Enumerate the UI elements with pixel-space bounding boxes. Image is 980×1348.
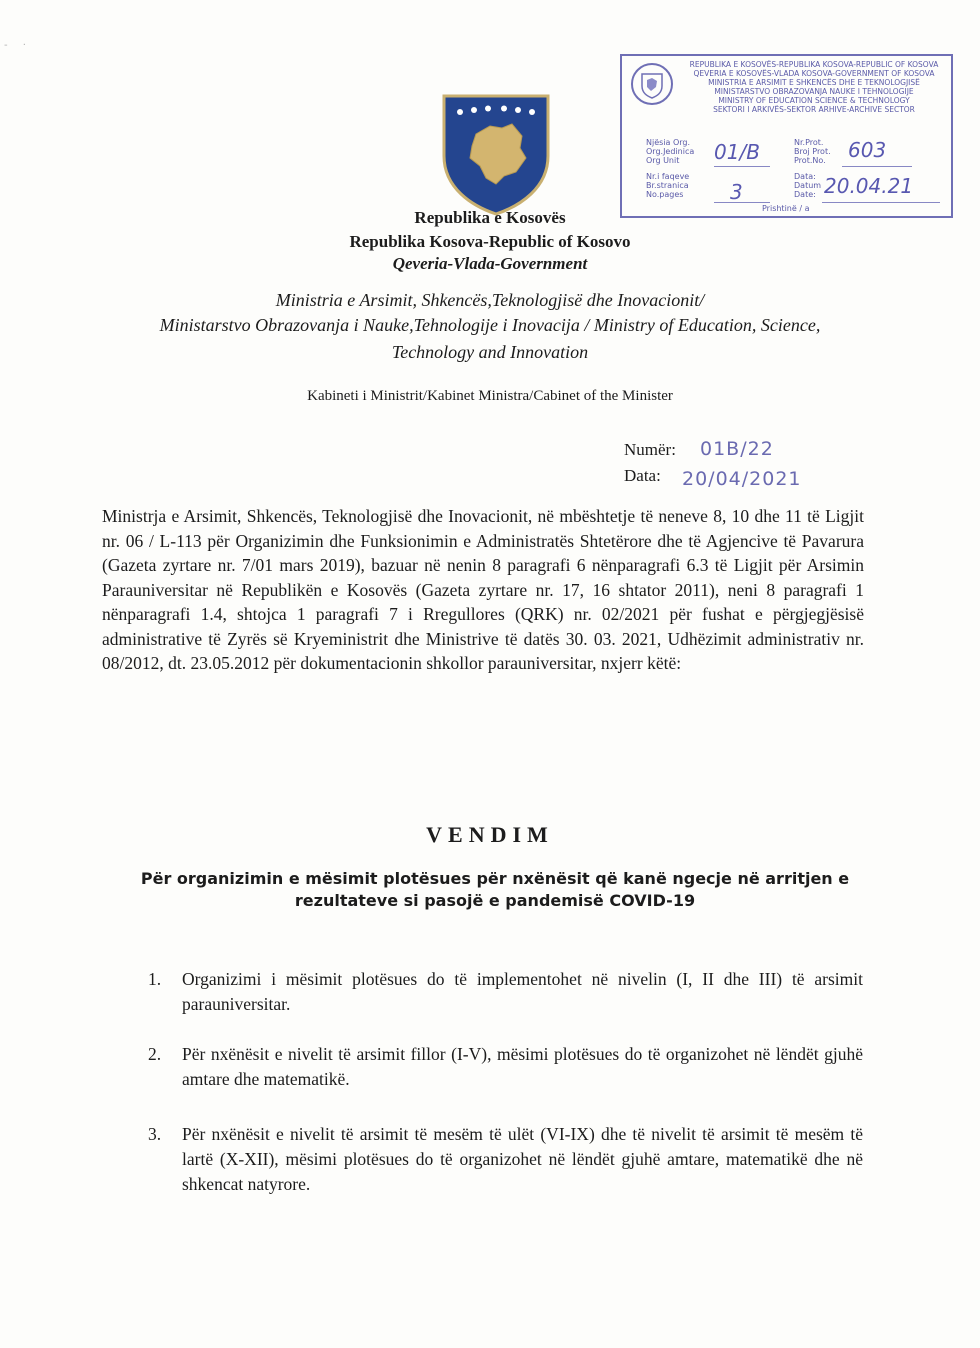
stamp-line: MINISTRY OF EDUCATION SCIENCE & TECHNOLOGY (718, 96, 910, 105)
item-text: Për nxënësit e nivelit të arsimit të mesëm të ulët (VI-IX) dhe të nivelit të arsimit të mesëm të lartë (X-XII), mësimi plotësues do të organizohet në lëndët gjuhë amtare, matematikë dhe në shkencat natyrore. (182, 1124, 863, 1194)
stamp-org-value: 01/B (714, 140, 760, 164)
stamp-line: MINISTARSTVO OBRAZOVANJA NAUKE I TEHNOLOGIJE (714, 87, 914, 96)
stamp-line: QEVERIA E KOSOVËS-VLADA KOSOVA-GOVERNMENT OF KOSOVA (693, 69, 935, 78)
stamp-line: REPUBLIKA E KOSOVËS-REPUBLIKA KOSOVA-REPUBLIC OF KOSOVA (689, 60, 939, 69)
preamble-paragraph: Ministrja e Arsimit, Shkencës, Teknologjisë dhe Inovacionit, në mbështetje të neneve 8, 10 dhe 11 të Ligjit nr. 06 / L-113 për Organizimin dhe Funksionimin e Administratës Shtetërore dhe të Agjencive të Pavarura (Gazeta zyrtare nr. 7/01 mars 2019), bazuar në nenin 8 paragrafi 6 nënparagrafi 6.3 të Ligjit për Arsimin Parauniversitar në Republikën e Kosovës (Gazeta zyrtare nr. 17, 16 shtator 2011), neni 8 paragrafi 1 nënparagrafi 1.4, shtojca 1 paragrafi 7 i Rregullores (QRK) nr. 02/2021 për fushat e përgjegjësisë administrative të Zyrës së Kryeministrit dhe Ministrive të datës 30. 03. 2021, Udhëzimit administrativ nr. 08/2012, dt. 23.05.2012 për dokumentacionin shkollor parauniversitar, nxjerr këtë: (102, 506, 864, 673)
stamp-prot-value: 603 (848, 138, 887, 162)
stamp-underline (842, 166, 912, 167)
archive-stamp (620, 54, 953, 218)
decision-item (148, 1122, 863, 1197)
ministry-name-line2: Ministarstvo Obrazovanja i Nauke,Tehnologije i Inovacija / Ministry of Education, Science, (159, 315, 821, 335)
decision-subtitle: Për organizimin e mësimit plotësues për nxënësit që kanë ngecje në arritjen e rezultateve si pasojë e pandemisë COVID-19 (140, 869, 850, 910)
stamp-seal-icon (630, 62, 674, 106)
republic-name-sq: Republika e Kosovës (414, 208, 566, 227)
stamp-date-value: 20.04.21 (824, 174, 914, 198)
margin-scuff: - · (4, 40, 32, 51)
stamp-date-labels: Data: Datum Date: (794, 172, 822, 199)
date-value: 20/04/2021 (682, 468, 802, 490)
ministry-name-line3: Technology and Innovation (391, 342, 589, 362)
stamp-pages-value: 3 (730, 180, 743, 204)
item-text: Për nxënësit e nivelit të arsimit fillor (I-V), mësimi plotësues do të organizohet në lëndët gjuhë amtare dhe matematikë. (182, 1044, 863, 1089)
number-value: 01B/22 (700, 438, 774, 460)
republic-name-multilingual: Republika Kosova-Republic of Kosovo (349, 232, 631, 251)
kosovo-coat-of-arms-icon (440, 92, 552, 216)
decision-title: VENDIM (426, 822, 554, 847)
stamp-header-text (678, 60, 950, 114)
stamp-prot-labels: Nr.Prot. Broj Prot. Prot.No. (794, 138, 831, 165)
decision-item (148, 1042, 863, 1092)
government-name: Qeveria-Vlada-Government (392, 254, 588, 273)
stamp-underline (714, 202, 770, 203)
stamp-line: SEKTORI I ARKIVËS-SEKTOR ARHIVE-ARCHIVE SECTOR (713, 105, 915, 114)
stamp-line: MINISTRIA E ARSIMIT E SHKENCËS DHE E TEKNOLOGJISË (708, 78, 920, 87)
date-label: Data: (624, 466, 661, 485)
number-label: Numër: (624, 440, 676, 459)
item-text: Organizimi i mësimit plotësues do të implementohet në nivelin (I, II dhe III) të arsimit parauniversitar. (182, 969, 863, 1014)
stamp-underline (822, 202, 940, 203)
stamp-pages-labels: Nr.i faqeve Br.stranica No.pages (646, 172, 690, 199)
item-number: 2. (148, 1044, 162, 1064)
decision-item (148, 967, 863, 1017)
item-number: 1. (148, 969, 162, 989)
ministry-name-line1: Ministria e Arsimit, Shkencës,Teknologjisë dhe Inovacionit/ (275, 290, 705, 310)
item-number: 3. (148, 1124, 162, 1144)
stamp-underline (714, 166, 770, 167)
stamp-place: Prishtinë / a (762, 204, 810, 213)
stamp-org-labels: Njësia Org. Org.Jedinica Org Unit (646, 138, 695, 165)
cabinet-line: Kabineti i Ministrit/Kabinet Ministra/Cabinet of the Minister (307, 388, 673, 404)
